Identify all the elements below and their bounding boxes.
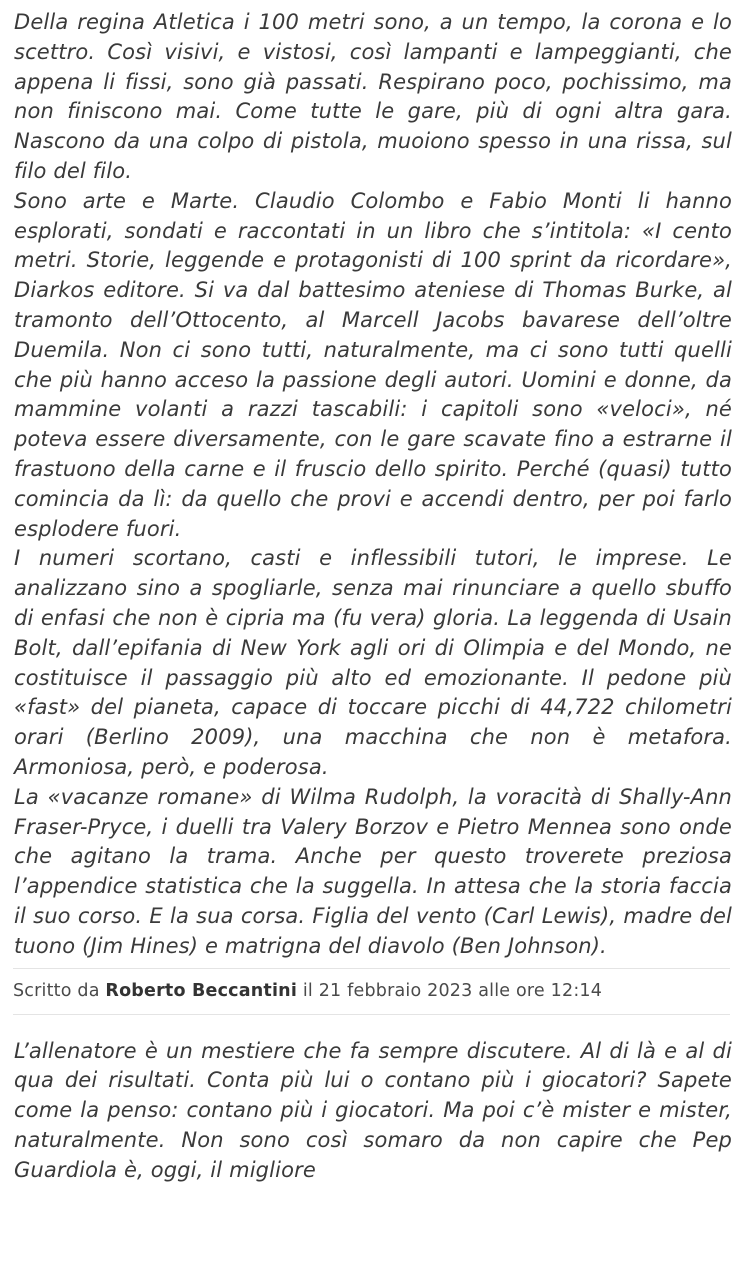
- post-paragraph: L’allenatore è un mestiere che fa sempre discutere. Al di là e al di qua dei risultati. Conta più lui o contano più i giocatori? Sapete come la penso: contano più i giocatori. Ma poi c’è mister e mister, naturalmente. Non sono così somaro da non capire che Pep Guardiola è, oggi, il migliore: [14, 1038, 732, 1182]
- post-paragraph: Sono arte e Marte. Claudio Colombo e Fabio Monti li hanno esplorati, sondati e raccontati in un libro che s’intitola: «I cento metri. Storie, leggende e protagonisti di 100 sprint da ricordare», Diarkos editore. Si va dal battesimo ateniese di Thomas Burke, al tramonto dell’Ottocento, al Marcell Jacobs bavarese dell’oltre Duemila. Non ci sono tutti, naturalmente, ma ci sono tutti quelli che più hanno acceso la passione degli autori. Uomini e donne, da mammine volanti a razzi tascabili: i capitoli sono «veloci», né poteva essere diversamente, con le gare scavate fino a estrarne il frastuono della carne e il fruscio dello spirito. Perché (quasi) tutto comincia da lì: da quello che provi e accendi dentro, per poi farlo esplodere fuori.: [14, 188, 732, 541]
- next-post-body: [0, 1015, 750, 1186]
- post-paragraph: I numeri scortano, casti e inflessibili tutori, le imprese. Le analizzano sino a spogliarle, senza mai rinunciare a quello sbuffo di enfasi che non è cipria ma (fu vera) gloria. La leggenda di Usain Bolt, dall’epifania di New York agli ori di Olimpia e del Mondo, ne costituisce il passaggio più alto ed emozionante. Il pedone più «fast» del pianeta, capace di toccare picchi di 44,722 chilometri orari (Berlino 2009), una macchina che non è metafora. Armoniosa, però, e poderosa.: [14, 546, 732, 779]
- post-paragraph: Della regina Atletica i 100 metri sono, a un tempo, la corona e lo scettro. Così visivi, e vistosi, così lampanti e lampeggianti, che appena li fissi, sono già passati. Respirano poco, pochissimo, ma non finiscono mai. Come tutte le gare, più di ogni altra gara. Nascono da una colpo di pistola, muoiono spesso in una rissa, sul filo del filo.: [14, 10, 732, 183]
- author-link[interactable]: Roberto Beccantini: [105, 980, 298, 1001]
- byline-prefix: Scritto da: [13, 980, 100, 1001]
- post-paragraph: La «vacanze romane» di Wilma Rudolph, la voracità di Shally-Ann Fraser-Pryce, i duelli tra Valery Borzov e Pietro Mennea sono onde che agitano la trama. Anche per questo troverete preziosa l’appendice statistica che la suggella. In attesa che la storia faccia il suo corso. E la sua corsa. Figlia del vento (Carl Lewis), madre del tuono (Jim Hines) e matrigna del diavolo (Ben Johnson).: [14, 784, 732, 958]
- post-date: il 21 febbraio 2023 alle ore 12:14: [302, 980, 603, 1001]
- post-byline: [13, 968, 730, 1015]
